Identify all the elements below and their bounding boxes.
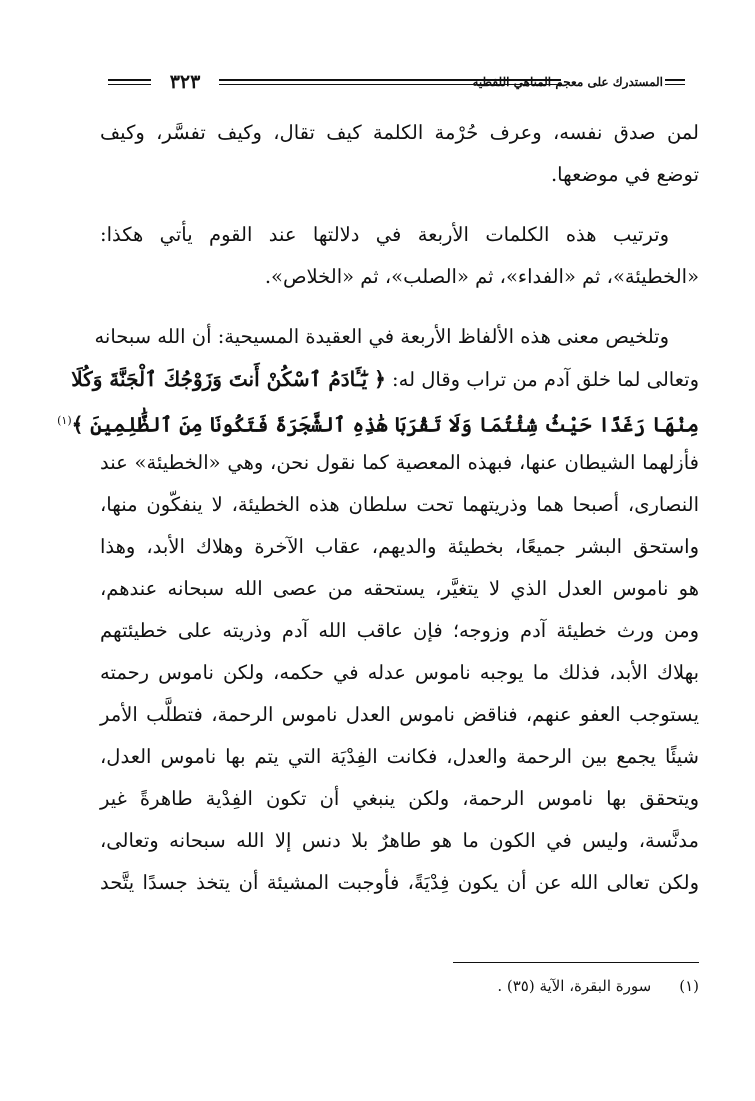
text-line: ومن ورث خطيئة آدم وزوجه؛ فإن عاقب الله آدم وذريته على خطيئتهم (100, 619, 699, 642)
text-line: «الخطيئة»، ثم «الفداء»، ثم «الصلب»، ثم «الخلاص». (264, 265, 699, 288)
text-line: فأزلهما الشيطان عنها، فبهذه المعصية كما نقول نحن، وهي «الخطيئة» عند (100, 451, 699, 474)
text-line (57, 400, 699, 442)
page-number: ٣٢٣ (169, 71, 201, 93)
footnote-marker: (١) (57, 414, 72, 427)
text-line: النصارى، أصبحا هما وذريتهما تحت سلطان هذه الخطيئة، لا ينفكّون منها، (100, 493, 699, 516)
header-rule-left (108, 79, 151, 85)
text-line (71, 358, 699, 400)
footnote-number: (١) (679, 977, 699, 995)
running-header (108, 70, 685, 98)
footnote-text: سورة البقرة، الآية (٣٥) . (497, 977, 652, 995)
quran-verse: ﴿ يَٰٓـَٔادَمُ ٱسْكُنْ أَنتَ وَزَوْجُكَ ٱلْجَنَّةَ وَكُلَا (71, 367, 386, 391)
text-line: بهلاك الأبد، فذلك ما يوجبه ناموس عدله في حكمه، ولكن ناموس رحمته (100, 661, 699, 684)
text-line: هو ناموس العدل الذي لا يتغيَّر، يستحقه من عصى الله سبحانه عندهم، (100, 577, 699, 600)
text-line: يستوجب العفو عنهم، فناقض ناموس العدل ناموس الرحمة، فتطلَّب الأمر (100, 703, 699, 726)
text-line: واستحق البشر جميعًا، بخطيئة والديهم، عقاب الآخرة وهلاك الأبد، وهذا (100, 535, 699, 558)
footnote-divider (453, 962, 699, 963)
text-fragment: وتعالى لما خلق آدم من تراب وقال له: (392, 368, 699, 391)
header-rule-right (665, 79, 685, 85)
text-line: شيئًا يجمع بين الرحمة والعدل، فكانت الفِدْيَة التي يتم بها ناموس العدل، (100, 745, 699, 768)
footnote (300, 975, 699, 997)
header-title: المستدرك على معجم المناهي اللفظية (472, 75, 663, 89)
text-line: وتلخيص معنى هذه الألفاظ الأربعة في العقيدة المسيحية: أن الله سبحانه (94, 325, 669, 348)
quran-verse: مِنْهَا رَغَدًا حَيْثُ شِئْتُمَا وَلَا تَقْرَبَا هَٰذِهِ ٱلشَّجَرَةَ فَتَكُونَا مِنَ ٱلظَّٰلِمِينَ ﴾ (71, 412, 699, 437)
text-line: توضع في موضعها. (550, 163, 699, 186)
main-text (57, 112, 699, 904)
text-line: ولكن تعالى الله عن أن يكون فِدْيَةً، فأوجبت المشيئة أن يتخذ جسدًا يتَّحد (100, 871, 699, 894)
text-line: لمن صدق نفسه، وعرف حُرْمة الكلمة كيف تقال، وكيف تفسَّر، وكيف (100, 121, 699, 144)
text-line: وترتيب هذه الكلمات الأربعة في دلالتها عند القوم يأتي هكذا: (100, 223, 669, 246)
text-line: ويتحقق بها ناموس الرحمة، ولكن ينبغي أن تكون الفِدْية طاهرةً غير (100, 787, 699, 810)
text-line: مدنَّسة، وليس في الكون ما هو طاهرٌ بلا دنس إلا الله سبحانه وتعالى، (100, 829, 699, 852)
